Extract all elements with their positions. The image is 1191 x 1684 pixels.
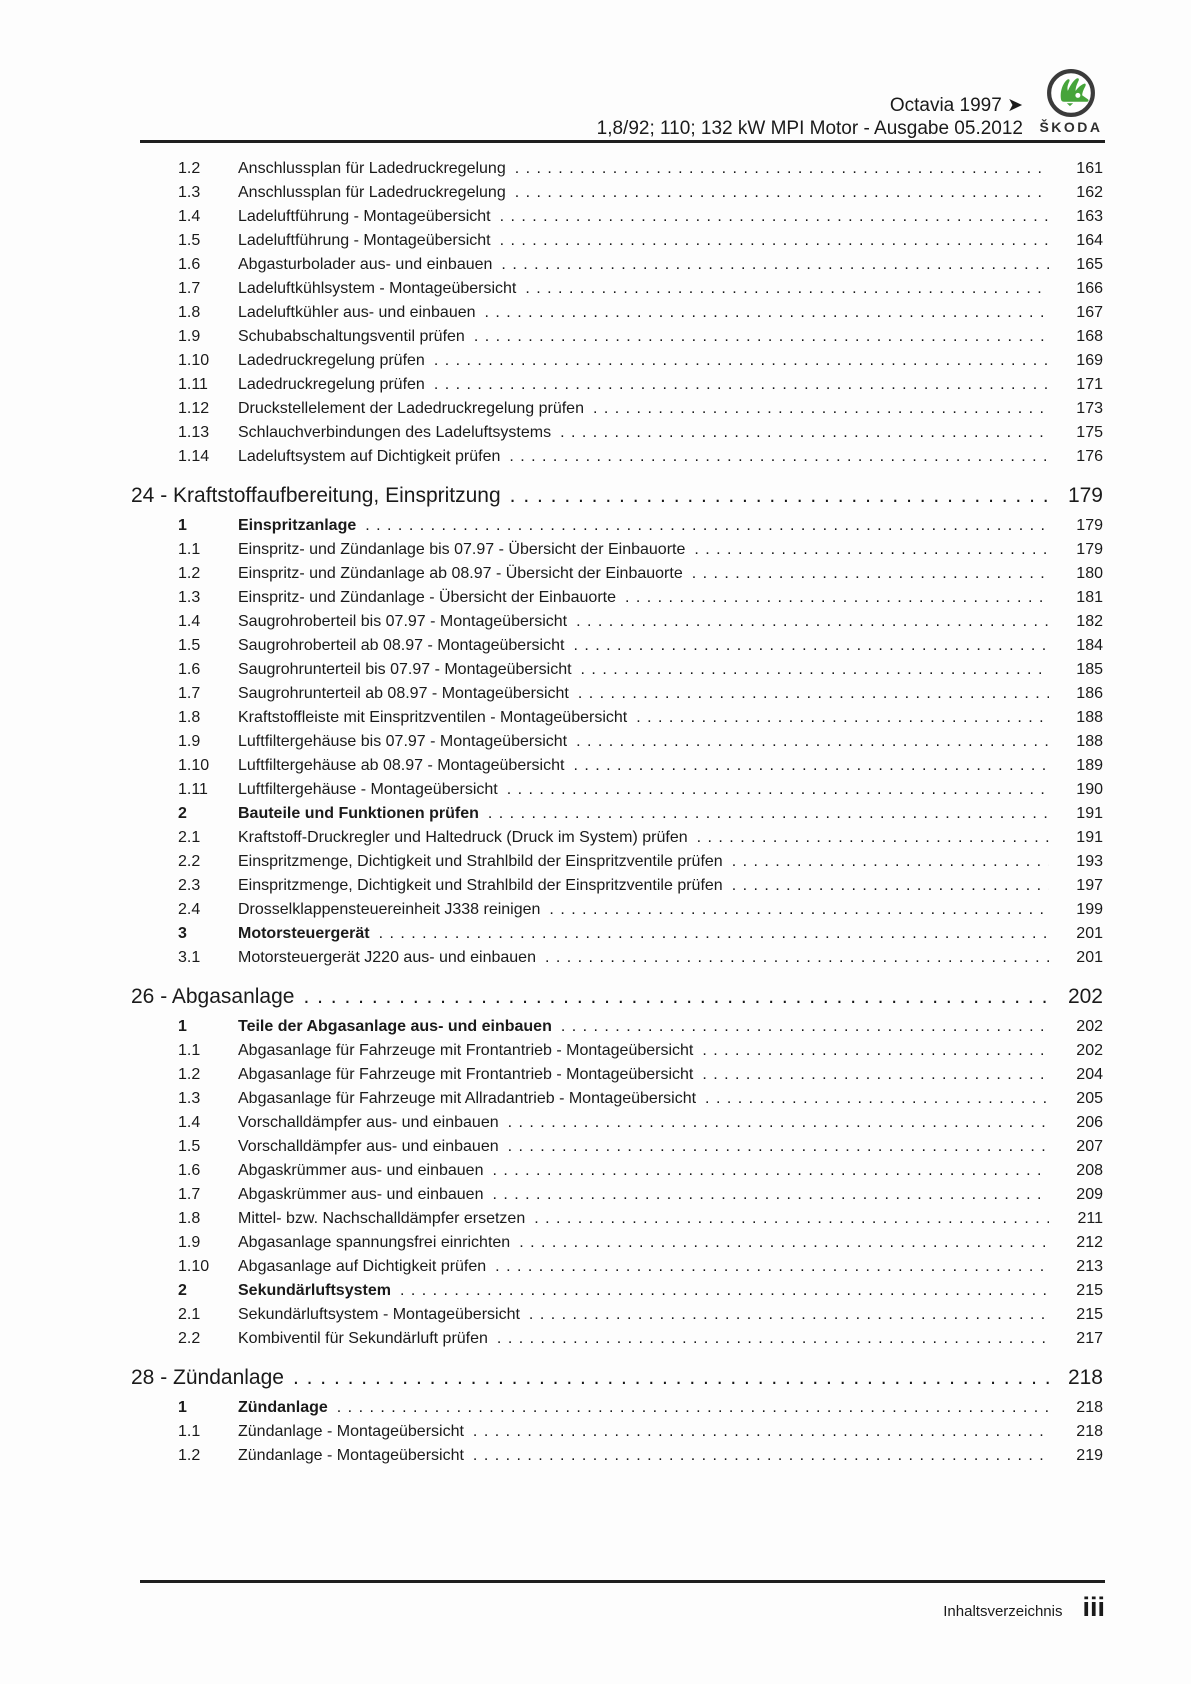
toc-entry-page: 209 — [1076, 1186, 1103, 1203]
dot-leader — [578, 682, 1049, 706]
dot-leader — [434, 373, 1049, 397]
dot-leader — [473, 1444, 1049, 1468]
toc-entry — [131, 802, 1103, 826]
toc-entry-page: 173 — [1076, 400, 1103, 417]
toc-entry-title: Abgasanlage spannungsfrei einrichten — [238, 1234, 511, 1251]
toc-entry-page: 201 — [1076, 925, 1103, 942]
toc-entry-title: Teile der Abgasanlage aus- und einbauen — [238, 1018, 552, 1035]
toc-entry — [131, 1420, 1103, 1444]
toc-entry-page: 191 — [1076, 829, 1103, 846]
dot-leader — [625, 586, 1049, 610]
toc-entry-title: Sekundärluftsystem - Montageübersicht — [238, 1306, 520, 1323]
toc-entry-page: 218 — [1076, 1399, 1103, 1416]
dot-leader — [508, 1135, 1049, 1159]
toc-entry — [131, 610, 1103, 634]
toc-entry-number: 1.3 — [178, 589, 201, 606]
dot-leader — [507, 778, 1049, 802]
toc-entry-title: Mittel- bzw. Nachschalldämpfer ersetzen — [238, 1210, 526, 1227]
toc-entry-page: 186 — [1076, 685, 1103, 702]
dot-leader — [702, 1039, 1049, 1063]
toc-entry-number: 1.12 — [178, 400, 210, 417]
toc-section — [131, 983, 1103, 1351]
chapter-title: 26 - Abgasanlage — [131, 985, 295, 1008]
chapter-heading — [131, 482, 1103, 509]
toc-entry-number: 2.2 — [178, 853, 201, 870]
header-model-line: Octavia 1997 ➤ — [889, 95, 1023, 116]
footer-divider — [140, 1580, 1105, 1583]
toc-entry-page: 161 — [1076, 160, 1103, 177]
toc-entry-number: 1.1 — [178, 1042, 201, 1059]
toc-entry-title: Abgaskrümmer aus- und einbauen — [238, 1186, 484, 1203]
toc-entry-page: 164 — [1076, 232, 1103, 249]
toc-entry-title: Vorschalldämpfer aus- und einbauen — [238, 1114, 499, 1131]
toc-entry-page: 212 — [1076, 1234, 1103, 1251]
toc-entry — [131, 1231, 1103, 1255]
page-footer — [943, 1592, 1105, 1622]
toc-entry-title: Schlauchverbindungen des Ladeluftsystems — [238, 424, 552, 441]
toc-entry-page: 191 — [1076, 805, 1103, 822]
toc-entry-title: Saugrohrunterteil ab 08.97 - Montageübersicht — [238, 685, 569, 702]
toc-entry-number: 1.11 — [178, 781, 208, 798]
toc-entry-title: Motorsteuergerät J220 aus- und einbauen — [238, 949, 536, 966]
toc-entry-title: Einspritzmenge, Dichtigkeit und Strahlbild der Einspritzventile prüfen — [238, 853, 723, 870]
toc-entry-page: 181 — [1076, 589, 1103, 606]
toc-entry — [131, 301, 1103, 325]
dot-leader — [473, 1420, 1049, 1444]
toc-entry-number: 1.10 — [178, 757, 210, 774]
toc-entry-page: 205 — [1076, 1090, 1103, 1107]
dot-leader — [303, 983, 1049, 1010]
toc-entry-number: 1.2 — [178, 1447, 201, 1464]
toc-entry — [131, 1111, 1103, 1135]
toc-entry-title: Abgasanlage für Fahrzeuge mit Frontantrieb - Montageübersicht — [238, 1042, 694, 1059]
toc-entry-page: 202 — [1076, 1018, 1103, 1035]
toc-entry — [131, 754, 1103, 778]
toc-entry-number: 1 — [178, 1018, 187, 1035]
toc-entry-number: 2.1 — [178, 829, 201, 846]
toc-entry-title: Abgasanlage für Fahrzeuge mit Allradantrieb - Montageübersicht — [238, 1090, 697, 1107]
skoda-logo — [1035, 68, 1107, 135]
toc-entry — [131, 157, 1103, 181]
toc-entry-number: 2.3 — [178, 877, 201, 894]
toc-entry-number: 1.13 — [178, 424, 210, 441]
dot-leader — [573, 634, 1049, 658]
dot-leader — [501, 253, 1049, 277]
toc-section — [131, 482, 1103, 970]
toc-entry-title: Saugrohroberteil bis 07.97 - Montageübersicht — [238, 613, 568, 630]
toc-entry-number: 1.6 — [178, 256, 201, 273]
dot-leader — [545, 946, 1049, 970]
toc-entry — [131, 634, 1103, 658]
dot-leader — [576, 610, 1049, 634]
toc-entry-number: 1.4 — [178, 1114, 201, 1131]
toc-entry-number: 1.8 — [178, 1210, 201, 1227]
toc-entry-title: Anschlussplan für Ladedruckregelung — [238, 184, 506, 201]
toc-entry — [131, 229, 1103, 253]
header-divider — [140, 140, 1105, 143]
toc-entry-number: 1.5 — [178, 637, 201, 654]
toc-entry-page: 208 — [1076, 1162, 1103, 1179]
toc-entry-number: 1.10 — [178, 352, 210, 369]
toc-entry-page: 166 — [1076, 280, 1103, 297]
toc-entry — [131, 898, 1103, 922]
toc-entry-title: Kraftstoff-Druckregler und Haltedruck (Druck im System) prüfen — [238, 829, 688, 846]
toc-entry-number: 1.5 — [178, 1138, 201, 1155]
toc-entry-title: Kombiventil für Sekundärluft prüfen — [238, 1330, 488, 1347]
toc-entry-page: 190 — [1076, 781, 1103, 798]
dot-leader — [692, 562, 1049, 586]
dot-leader — [702, 1063, 1049, 1087]
dot-leader — [337, 1396, 1049, 1420]
toc-entry-page: 180 — [1076, 565, 1103, 582]
toc-entry-page: 189 — [1076, 757, 1103, 774]
chapter-heading — [131, 1364, 1103, 1391]
toc-entry-page: 184 — [1076, 637, 1103, 654]
toc-entry-number: 1 — [178, 517, 187, 534]
toc-entry — [131, 1327, 1103, 1351]
toc-entry — [131, 538, 1103, 562]
toc-entry — [131, 850, 1103, 874]
toc-entry-title: Motorsteuergerät — [238, 925, 370, 942]
toc-entry-title: Abgasturbolader aus- und einbauen — [238, 256, 493, 273]
toc-entry-title: Schubabschaltungsventil prüfen — [238, 328, 465, 345]
toc-entry-number: 1.1 — [178, 541, 201, 558]
toc-entry — [131, 946, 1103, 970]
toc-entry-number: 1.1 — [178, 1423, 201, 1440]
skoda-logo-icon — [1046, 68, 1096, 118]
dot-leader — [293, 1364, 1049, 1391]
dot-leader — [525, 277, 1049, 301]
toc-entry — [131, 514, 1103, 538]
toc-entry — [131, 1279, 1103, 1303]
chapter-entries — [131, 157, 1103, 469]
chapter-heading — [131, 983, 1103, 1010]
toc-entry — [131, 1087, 1103, 1111]
toc-entry-title: Drosselklappensteuereinheit J338 reinigen — [238, 901, 541, 918]
toc-entry-page: 215 — [1076, 1306, 1103, 1323]
toc-entry-number: 3 — [178, 925, 187, 942]
toc-section — [131, 157, 1103, 469]
toc-entry-page: 215 — [1076, 1282, 1103, 1299]
toc-entry-page: 188 — [1076, 733, 1103, 750]
toc-entry-page: 169 — [1076, 352, 1103, 369]
dot-leader — [500, 229, 1049, 253]
dot-leader — [474, 325, 1049, 349]
toc-entry-title: Einspritzanlage — [238, 517, 357, 534]
dot-leader — [576, 730, 1049, 754]
toc-entry-title: Luftfiltergehäuse bis 07.97 - Montageübersicht — [238, 733, 568, 750]
chapter-entries — [131, 514, 1103, 970]
toc-entry — [131, 181, 1103, 205]
toc-entry — [131, 562, 1103, 586]
toc-entry — [131, 586, 1103, 610]
toc-entry-title: Ladeluftführung - Montageübersicht — [238, 208, 491, 225]
toc-entry-title: Saugrohrunterteil bis 07.97 - Montageübersicht — [238, 661, 572, 678]
dot-leader — [549, 898, 1049, 922]
dot-leader — [694, 538, 1049, 562]
dot-leader — [534, 1207, 1049, 1231]
toc-entry-title: Vorschalldämpfer aus- und einbauen — [238, 1138, 499, 1155]
toc-entry — [131, 1396, 1103, 1420]
toc-entry-page: 193 — [1076, 853, 1103, 870]
toc-entry-page: 218 — [1076, 1423, 1103, 1440]
toc-entry-title: Einspritz- und Zündanlage - Übersicht der Einbauorte — [238, 589, 616, 606]
toc-entry-number: 1.9 — [178, 328, 201, 345]
toc-entry-title: Abgasanlage für Fahrzeuge mit Frontantrieb - Montageübersicht — [238, 1066, 694, 1083]
toc-entry-number: 1.2 — [178, 160, 201, 177]
header-edition-line: 1,8/92; 110; 132 kW MPI Motor - Ausgabe 05.2012 — [596, 118, 1023, 139]
toc-entry-number: 2.1 — [178, 1306, 201, 1323]
toc-entry-title: Ladeluftkühlsystem - Montageübersicht — [238, 280, 517, 297]
toc-entry — [131, 373, 1103, 397]
toc-entry — [131, 445, 1103, 469]
dot-leader — [500, 205, 1049, 229]
dot-leader — [636, 706, 1049, 730]
dot-leader — [488, 802, 1049, 826]
toc-entry-title: Zündanlage - Montageübersicht — [238, 1423, 464, 1440]
toc-entry — [131, 778, 1103, 802]
toc-entry-number: 2.4 — [178, 901, 201, 918]
chapter-entries — [131, 1396, 1103, 1468]
dot-leader — [400, 1279, 1049, 1303]
toc-entry-title: Einspritz- und Zündanlage ab 08.97 - Übersicht der Einbauorte — [238, 565, 683, 582]
footer-page-number: iii — [1082, 1592, 1105, 1622]
toc-entry-title: Kraftstoffleiste mit Einspritzventilen - Montageübersicht — [238, 709, 628, 726]
toc-entry-title: Ladeluftführung - Montageübersicht — [238, 232, 491, 249]
chapter-page-number: 202 — [1067, 985, 1103, 1008]
toc-entry — [131, 922, 1103, 946]
toc-entry-page: 165 — [1076, 256, 1103, 273]
toc-entry — [131, 658, 1103, 682]
toc — [131, 157, 1103, 1468]
toc-entry-number: 2.2 — [178, 1330, 201, 1347]
dot-leader — [519, 1231, 1049, 1255]
dot-leader — [529, 1303, 1049, 1327]
toc-entry-number: 1.8 — [178, 304, 201, 321]
toc-entry — [131, 682, 1103, 706]
toc-entry — [131, 730, 1103, 754]
dot-leader — [515, 181, 1049, 205]
toc-entry-page: 179 — [1076, 541, 1103, 558]
toc-entry — [131, 253, 1103, 277]
dot-leader — [697, 826, 1049, 850]
chapter-entries — [131, 1015, 1103, 1351]
toc-entry — [131, 1039, 1103, 1063]
toc-entry-page: 217 — [1076, 1330, 1103, 1347]
dot-leader — [485, 301, 1049, 325]
toc-entry-number: 1.10 — [178, 1258, 210, 1275]
toc-entry-page: 188 — [1076, 709, 1103, 726]
toc-entry-page: 167 — [1076, 304, 1103, 321]
toc-entry-title: Einspritzmenge, Dichtigkeit und Strahlbild der Einspritzventile prüfen — [238, 877, 723, 894]
toc-entry-page: 202 — [1076, 1042, 1103, 1059]
toc-entry-title: Abgasanlage auf Dichtigkeit prüfen — [238, 1258, 487, 1275]
dot-leader — [705, 1087, 1049, 1111]
toc-entry — [131, 1135, 1103, 1159]
dot-leader — [581, 658, 1049, 682]
toc-entry-number: 1.9 — [178, 1234, 201, 1251]
toc-entry — [131, 826, 1103, 850]
toc-entry-number: 1.4 — [178, 613, 201, 630]
toc-entry — [131, 349, 1103, 373]
toc-entry-number: 1.11 — [178, 376, 208, 393]
dot-leader — [515, 157, 1049, 181]
toc-entry — [131, 205, 1103, 229]
toc-entry-page: 207 — [1076, 1138, 1103, 1155]
toc-entry-number: 1.4 — [178, 208, 201, 225]
toc-entry-page: 199 — [1076, 901, 1103, 918]
dot-leader — [732, 874, 1049, 898]
chapter-page-number: 179 — [1067, 484, 1103, 507]
toc-entry-title: Ladeluftkühler aus- und einbauen — [238, 304, 476, 321]
toc-entry — [131, 874, 1103, 898]
dot-leader — [573, 754, 1049, 778]
toc-entry-number: 1.7 — [178, 1186, 201, 1203]
toc-entry-number: 1.6 — [178, 1162, 201, 1179]
toc-entry-number: 1 — [178, 1399, 187, 1416]
toc-entry-number: 1.6 — [178, 661, 201, 678]
toc-entry — [131, 277, 1103, 301]
dot-leader — [495, 1255, 1049, 1279]
toc-entry-page: 163 — [1076, 208, 1103, 225]
toc-entry — [131, 325, 1103, 349]
toc-entry-title: Einspritz- und Zündanlage bis 07.97 - Übersicht der Einbauorte — [238, 541, 686, 558]
toc-entry-page: 201 — [1076, 949, 1103, 966]
chapter-title: 28 - Zündanlage — [131, 1366, 284, 1389]
toc-entry-title: Anschlussplan für Ladedruckregelung — [238, 160, 506, 177]
dot-leader — [492, 1183, 1049, 1207]
chapter-title: 24 - Kraftstoffaufbereitung, Einspritzung — [131, 484, 501, 507]
toc-entry-number: 1.2 — [178, 1066, 201, 1083]
toc-entry-number: 1.14 — [178, 448, 210, 465]
dot-leader — [561, 1015, 1049, 1039]
toc-entry-number: 1.3 — [178, 1090, 201, 1107]
toc-entry-page: 197 — [1076, 877, 1103, 894]
toc-entry — [131, 1207, 1103, 1231]
toc-entry-page: 168 — [1076, 328, 1103, 345]
toc-section — [131, 1364, 1103, 1468]
toc-entry-page: 171 — [1076, 376, 1103, 393]
dot-leader — [508, 1111, 1049, 1135]
toc-entry-number: 1.3 — [178, 184, 201, 201]
toc-entry-title: Luftfiltergehäuse - Montageübersicht — [238, 781, 498, 798]
footer-label: Inhaltsverzeichnis — [943, 1603, 1063, 1620]
skoda-wordmark: ŠKODA — [1039, 119, 1103, 135]
dot-leader — [560, 421, 1049, 445]
toc-entry-title: Zündanlage — [238, 1399, 328, 1416]
toc-entry-title: Saugrohroberteil ab 08.97 - Montageübersicht — [238, 637, 565, 654]
dot-leader — [434, 349, 1049, 373]
toc-entry — [131, 1303, 1103, 1327]
toc-entry-number: 2 — [178, 1282, 187, 1299]
dot-leader — [492, 1159, 1049, 1183]
toc-entry — [131, 1183, 1103, 1207]
toc-entry-title: Ladeluftsystem auf Dichtigkeit prüfen — [238, 448, 501, 465]
toc-entry — [131, 397, 1103, 421]
toc-entry-page: 185 — [1076, 661, 1103, 678]
toc-entry-number: 1.2 — [178, 565, 201, 582]
toc-entry-page: 213 — [1076, 1258, 1103, 1275]
toc-entry-number: 2 — [178, 805, 187, 822]
toc-entry-title: Druckstellelement der Ladedruckregelung prüfen — [238, 400, 584, 417]
dot-leader — [379, 922, 1049, 946]
toc-entry-title: Ladedruckregelung prüfen — [238, 352, 425, 369]
toc-entry-number: 1.7 — [178, 280, 201, 297]
toc-entry-page: 204 — [1076, 1066, 1103, 1083]
toc-entry-title: Luftfiltergehäuse ab 08.97 - Montageübersicht — [238, 757, 565, 774]
dot-leader — [593, 397, 1049, 421]
toc-entry-page: 219 — [1076, 1447, 1103, 1464]
toc-entry-title: Bauteile und Funktionen prüfen — [238, 805, 479, 822]
toc-entry-title: Sekundärluftsystem — [238, 1282, 391, 1299]
dot-leader — [510, 482, 1049, 509]
dot-leader — [509, 445, 1049, 469]
toc-entry-page: 162 — [1076, 184, 1103, 201]
dot-leader — [365, 514, 1049, 538]
toc-entry — [131, 1159, 1103, 1183]
toc-entry-title: Abgaskrümmer aus- und einbauen — [238, 1162, 484, 1179]
toc-entry-page: 182 — [1076, 613, 1103, 630]
toc-entry — [131, 1015, 1103, 1039]
toc-entry-title: Ladedruckregelung prüfen — [238, 376, 425, 393]
toc-entry-number: 1.7 — [178, 685, 201, 702]
dot-leader — [497, 1327, 1049, 1351]
toc-entry-number: 1.9 — [178, 733, 201, 750]
toc-entry-page: 175 — [1076, 424, 1103, 441]
toc-entry — [131, 1255, 1103, 1279]
toc-entry — [131, 706, 1103, 730]
toc-entry — [131, 1063, 1103, 1087]
toc-entry-title: Zündanlage - Montageübersicht — [238, 1447, 464, 1464]
toc-entry — [131, 421, 1103, 445]
toc-entry-page: 211 — [1077, 1210, 1103, 1227]
chapter-page-number: 218 — [1067, 1366, 1103, 1389]
toc-entry-number: 1.8 — [178, 709, 201, 726]
toc-entry-page: 206 — [1076, 1114, 1103, 1131]
toc-entry — [131, 1444, 1103, 1468]
toc-entry-page: 176 — [1076, 448, 1103, 465]
toc-entry-number: 3.1 — [178, 949, 201, 966]
toc-entry-number: 1.5 — [178, 232, 201, 249]
toc-entry-page: 179 — [1076, 517, 1103, 534]
dot-leader — [732, 850, 1049, 874]
